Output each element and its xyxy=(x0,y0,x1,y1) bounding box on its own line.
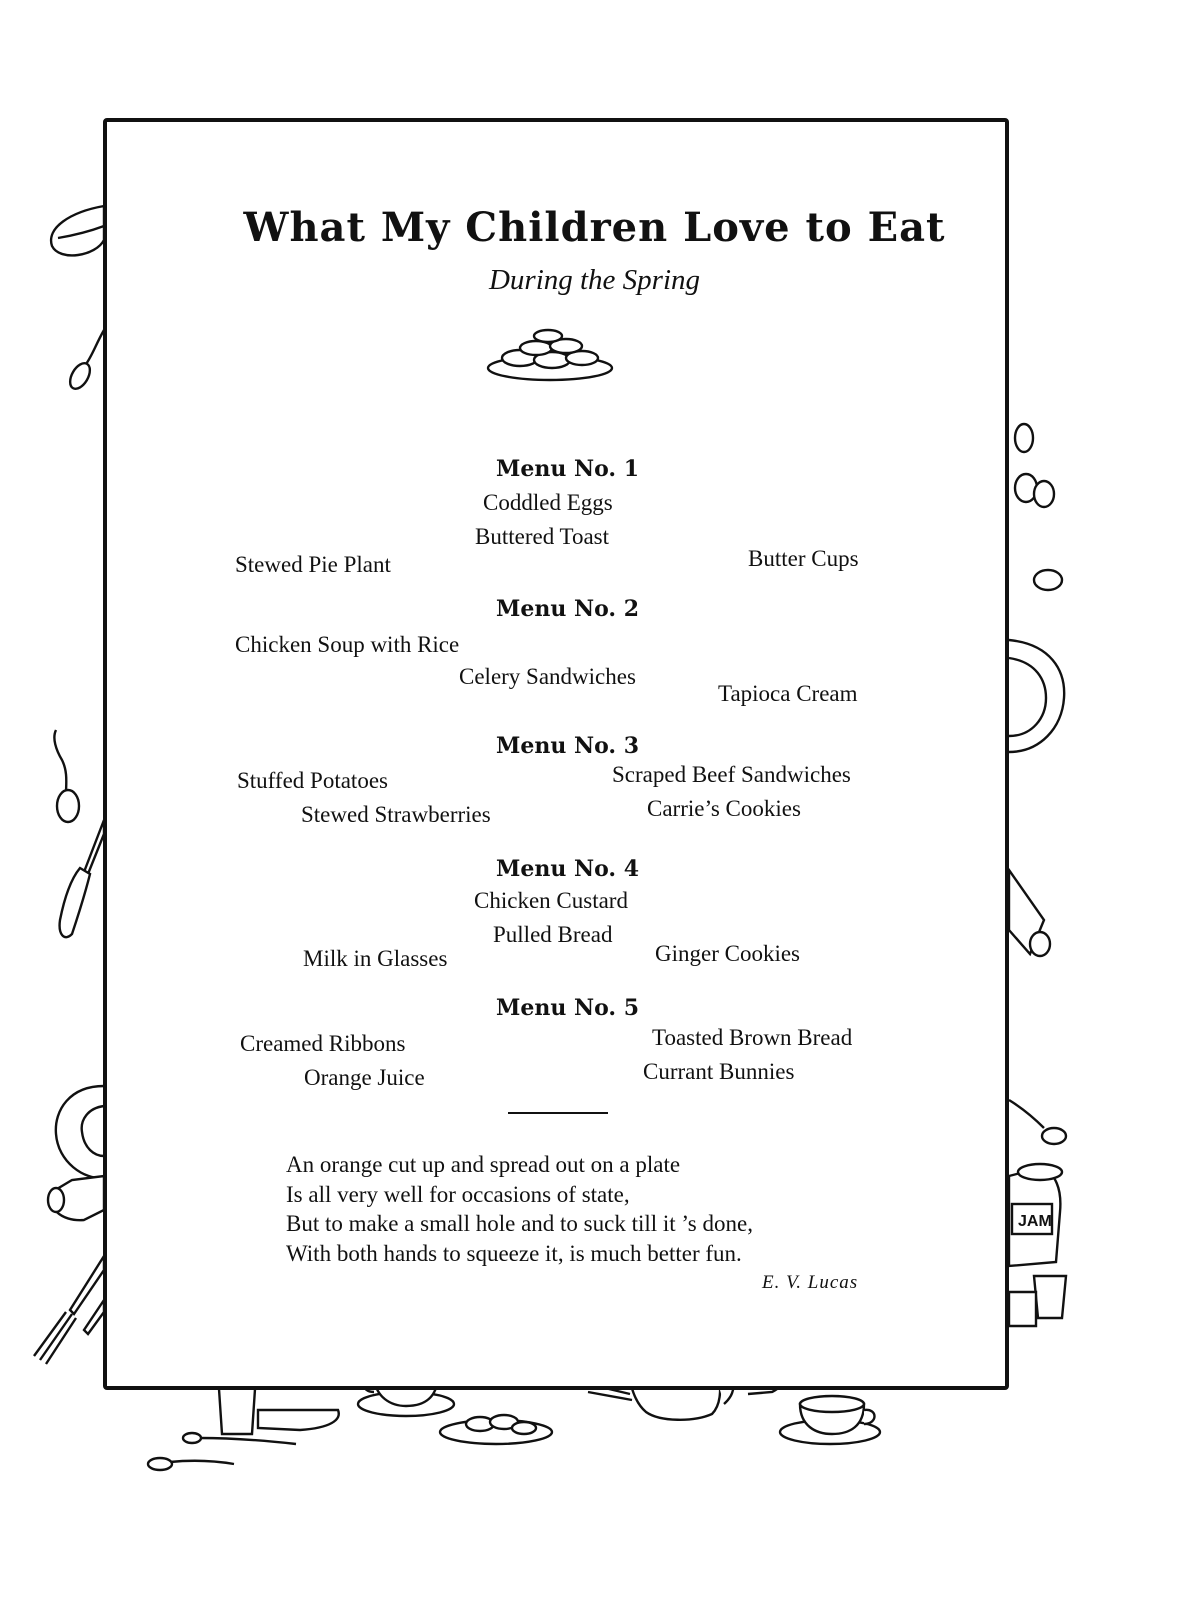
divider xyxy=(508,1112,608,1114)
menu-2-heading: Menu No. 2 xyxy=(495,596,640,622)
jam-jar-icon xyxy=(1009,1164,1062,1266)
napkin-roll-icon xyxy=(1009,870,1050,956)
menu-3-item: Stewed Strawberries xyxy=(301,802,491,827)
cookie-plate-icon xyxy=(440,1415,552,1444)
cookie-icon xyxy=(1015,424,1062,590)
menu-5-item: Creamed Ribbons xyxy=(240,1031,406,1056)
spoon-icon xyxy=(148,1433,296,1470)
poem-line: But to make a small hole and to suck till it ’s done, xyxy=(286,1211,753,1236)
menu-3-item: Carrie’s Cookies xyxy=(647,796,801,821)
menu-1-heading: Menu No. 1 xyxy=(495,456,640,482)
poem-line: With both hands to squeeze it, is much better fun. xyxy=(286,1240,742,1266)
poem-line: Is all very well for occasions of state, xyxy=(286,1181,630,1207)
poem-author: E. V. Lucas xyxy=(762,1272,859,1293)
menu-2-item: Celery Sandwiches xyxy=(459,664,636,689)
glass-icon xyxy=(1009,1276,1066,1326)
menu-4-item: Pulled Bread xyxy=(493,922,613,947)
cup-icon xyxy=(48,1176,104,1220)
menu-4-item: Milk in Glasses xyxy=(303,946,448,971)
menu-4-item: Ginger Cookies xyxy=(655,941,801,966)
cup-icon xyxy=(780,1396,880,1444)
fork-icon xyxy=(34,1256,104,1364)
menu-2-item: Tapioca Cream xyxy=(718,681,858,706)
page-title: What My Children Love to Eat xyxy=(243,204,946,251)
menu-1-item: Stewed Pie Plant xyxy=(235,552,391,577)
menu-1-item: Butter Cups xyxy=(748,546,859,571)
menu-1-item: Coddled Eggs xyxy=(483,490,613,515)
plate-icon xyxy=(56,1086,104,1178)
menu-5-item: Toasted Brown Bread xyxy=(652,1025,853,1050)
menu-3-item: Scraped Beef Sandwiches xyxy=(612,762,851,787)
menu-4-item: Chicken Custard xyxy=(474,888,628,913)
menu-3-heading: Menu No. 3 xyxy=(495,733,640,759)
poem xyxy=(286,1150,753,1268)
menu-5-heading: Menu No. 5 xyxy=(495,995,640,1021)
menu-5-item: Currant Bunnies xyxy=(643,1059,795,1084)
poem-line: An orange cut up and spread out on a plate xyxy=(286,1152,681,1177)
jar-label: JAM xyxy=(1018,1213,1052,1230)
page-subtitle: During the Spring xyxy=(488,264,701,296)
spoon-icon xyxy=(1009,1100,1066,1144)
menu-5-item: Orange Juice xyxy=(304,1065,425,1090)
spoon-icon xyxy=(66,330,104,392)
menu-4-heading: Menu No. 4 xyxy=(495,856,640,882)
menu-3-item: Stuffed Potatoes xyxy=(237,768,388,793)
menu-1-item: Buttered Toast xyxy=(475,524,610,549)
menu-2-item: Chicken Soup with Rice xyxy=(235,632,460,657)
